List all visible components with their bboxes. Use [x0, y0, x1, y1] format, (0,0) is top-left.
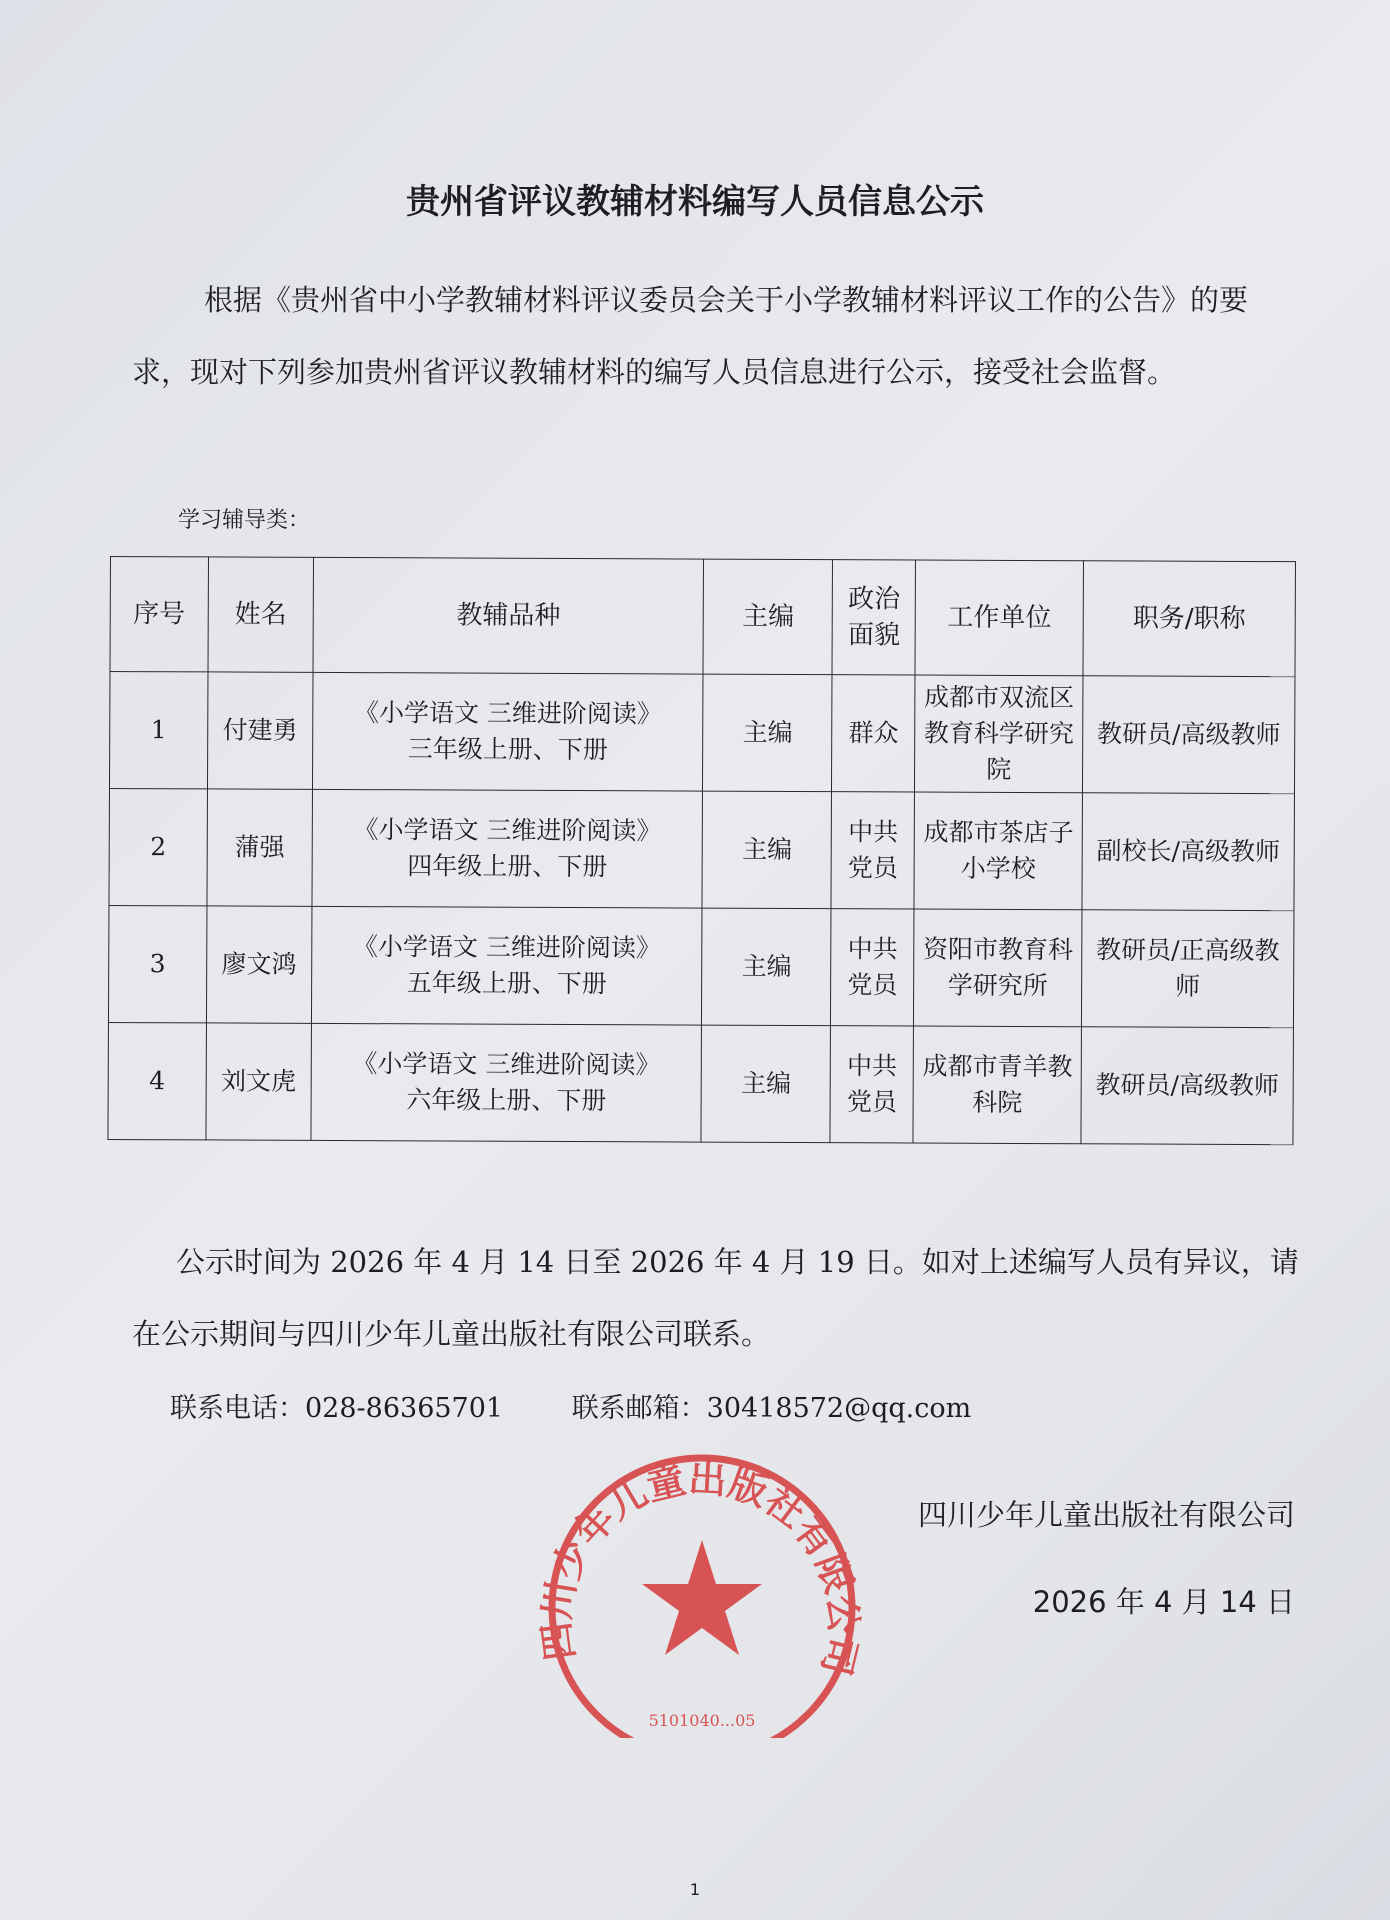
material-grade: 四年级上册、下册: [407, 851, 608, 882]
page-number: 1: [689, 1880, 701, 1899]
cell-unit: 资阳市教育科学研究所: [914, 909, 1082, 1027]
header-name: 姓名: [208, 557, 313, 672]
table-row: [108, 1022, 1293, 1144]
cell-role: 主编: [701, 1025, 830, 1143]
cell-role: 主编: [702, 908, 831, 1026]
cell-no: 1: [109, 672, 207, 789]
signature-date: 2026 年 4 月 14 日: [1032, 1585, 1295, 1619]
intro-paragraph: 根据《贵州省中小学教辅材料评议委员会关于小学教辅材料评议工作的公告》的要求，现对下列参加贵州省评议教辅材料的编写人员信息进行公示，接受社会监督。: [132, 283, 1249, 389]
cell-no: 4: [108, 1022, 206, 1139]
cell-position: 副校长/高级教师: [1082, 793, 1294, 911]
material-grade: 三年级上册、下册: [407, 734, 608, 765]
editors-table: [107, 556, 1296, 1145]
cell-material: [312, 789, 703, 908]
material-grade: 六年级上册、下册: [406, 1085, 607, 1116]
cell-unit: 成都市双流区教育科学研究院: [915, 675, 1083, 793]
material-title: 《小学语文 三维进阶阅读》: [352, 932, 661, 963]
document-title: 贵州省评议教辅材料编写人员信息公示: [406, 182, 984, 222]
cell-political: 群众: [832, 675, 915, 792]
table-header-row: [110, 557, 1295, 677]
material-title: 《小学语文 三维进阶阅读》: [353, 815, 662, 846]
table-row: [109, 788, 1294, 910]
seal-code: 5101040...05: [648, 1711, 756, 1730]
cell-political: 中共党员: [830, 1026, 913, 1143]
cell-name: 蒲强: [207, 789, 312, 906]
header-unit: 工作单位: [915, 560, 1083, 676]
cell-name: 廖文鸿: [206, 906, 311, 1023]
table-row: [109, 672, 1294, 794]
header-position: 职务/职称: [1083, 561, 1295, 677]
table-row: [108, 905, 1293, 1027]
cell-unit: 成都市茶店子小学校: [914, 792, 1082, 910]
category-label: 学习辅导类：: [178, 508, 311, 533]
cell-material: [312, 672, 703, 791]
seal-star-icon: [642, 1540, 762, 1655]
seal-text: 四川少年儿童出版社有限公司: [533, 1456, 866, 1680]
cell-unit: 成都市青羊教科院: [913, 1026, 1081, 1144]
material-title: 《小学语文 三维进阶阅读》: [353, 698, 663, 729]
cell-no: 3: [108, 905, 206, 1022]
header-political: 政治面貌: [832, 560, 915, 675]
company-seal: [520, 1448, 880, 1738]
cell-position: 教研员/高级教师: [1081, 1027, 1293, 1145]
cell-role: 主编: [702, 791, 831, 909]
contact-line: [170, 1386, 1031, 1425]
material-title: 《小学语文 三维进阶阅读》: [352, 1049, 661, 1080]
cell-political: 中共党员: [831, 909, 914, 1026]
cell-material: [311, 906, 702, 1025]
cell-political: 中共党员: [831, 792, 914, 909]
cell-position: 教研员/高级教师: [1083, 676, 1295, 794]
cell-material: [311, 1023, 702, 1142]
notice-paragraph: 公示时间为 2026 年 4 月 14 日至 2026 年 4 月 19 日。如对上述编写人员有异议，请在公示期间与四川少年儿童出版社有限公司联系。: [132, 1245, 1299, 1351]
contact-email: 联系邮箱：30418572@qq.com: [571, 1393, 972, 1424]
material-grade: 五年级上册、下册: [406, 968, 607, 999]
cell-name: 刘文虎: [206, 1023, 311, 1140]
cell-role: 主编: [703, 674, 832, 792]
header-role: 主编: [703, 559, 832, 675]
header-material: 教辅品种: [313, 557, 704, 674]
cell-name: 付建勇: [207, 672, 312, 789]
header-no: 序号: [110, 557, 208, 672]
contact-phone: 联系电话：028-86365701: [170, 1393, 504, 1424]
cell-position: 教研员/正高级教师: [1082, 910, 1294, 1028]
cell-no: 2: [109, 788, 207, 905]
signature-company: 四川少年儿童出版社有限公司: [917, 1498, 1295, 1532]
